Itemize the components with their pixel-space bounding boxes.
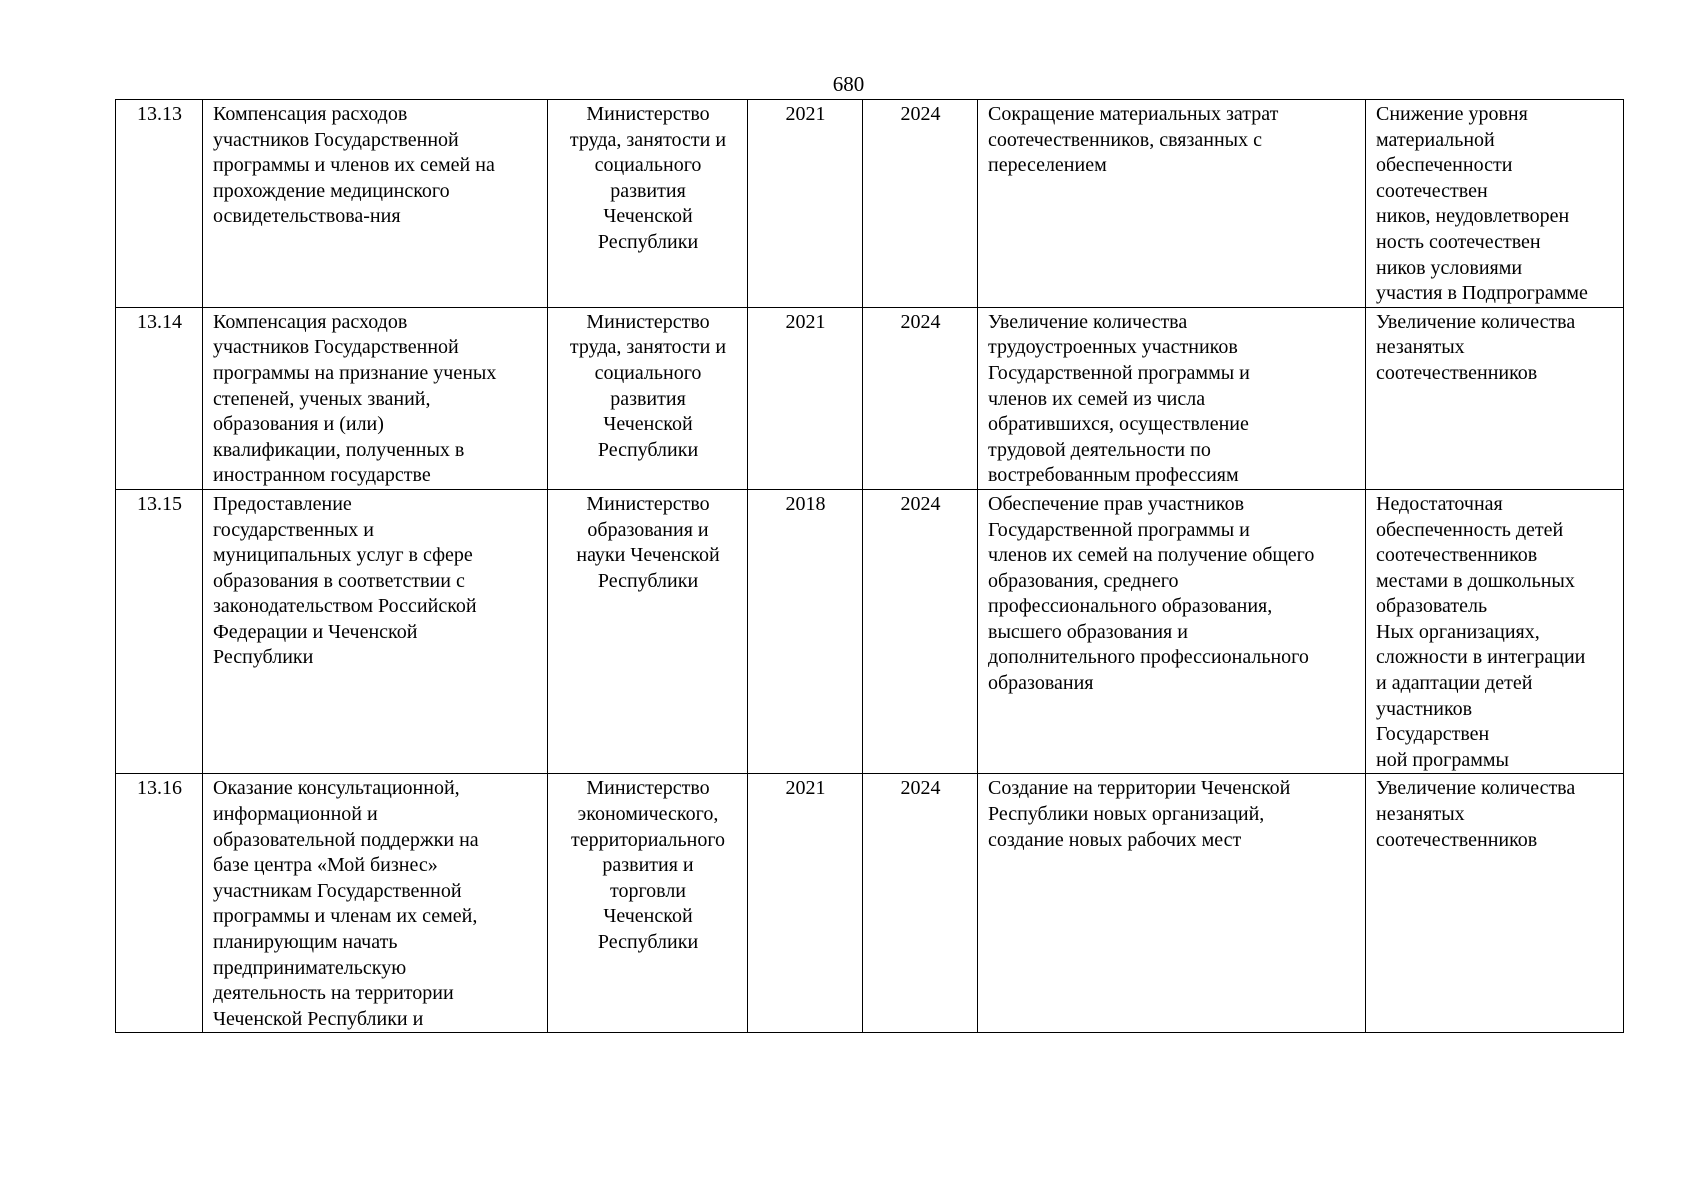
cell-expected-result: Создание на территории Чеченской Республики новых организаций, создание новых рабочих мест [978,774,1366,1033]
page-number: 680 [832,72,865,96]
cell-end-year: 2024 [863,774,978,1033]
cell-consequence: Увеличение количества незанятых соотечественников [1366,774,1624,1033]
cell-number: 13.14 [116,307,203,489]
table-row [116,100,1624,308]
cell-executor: Министерство труда, занятости и социального развития Чеченской Республики [548,307,748,489]
cell-start-year: 2021 [748,774,863,1033]
cell-executor: Министерство труда, занятости и социального развития Чеченской Республики [548,100,748,308]
cell-end-year: 2024 [863,100,978,308]
cell-executor: Министерство образования и науки Чеченской Республики [548,489,748,774]
cell-executor: Министерство экономического, территориального развития и торговли Чеченской Республики [548,774,748,1033]
cell-end-year: 2024 [863,307,978,489]
cell-expected-result: Обеспечение прав участников Государственной программы и членов их семей на получение общего образования, среднего профессионального образования, высшего образования и дополнительного профессионального образования [978,489,1366,774]
cell-end-year: 2024 [863,489,978,774]
cell-consequence: Снижение уровня материальной обеспеченности соотечествен ников, неудовлетворен ность соотечествен ников условиями участия в Подпрограмме [1366,100,1624,308]
cell-expected-result: Сокращение материальных затрат соотечественников, связанных с переселением [978,100,1366,308]
table-row [116,307,1624,489]
cell-measure-name: Оказание консультационной, информационной и образовательной поддержки на базе центра «Мой бизнес» участникам Государственной программы и членам их семей, планирующим начать предпринимательскую деятельность на территории Чеченской Республики и [203,774,548,1033]
cell-expected-result: Увеличение количества трудоустроенных участников Государственной программы и членов их семей из числа обратившихся, осуществление трудовой деятельности по востребованным профессиям [978,307,1366,489]
table-row [116,774,1624,1033]
cell-measure-name: Компенсация расходов участников Государственной программы на признание ученых степеней, ученых званий, образования и (или) квалификации, полученных в иностранном государстве [203,307,548,489]
cell-number: 13.13 [116,100,203,308]
cell-number: 13.15 [116,489,203,774]
cell-start-year: 2018 [748,489,863,774]
measures-table [115,99,1624,1033]
table-row [116,489,1624,774]
cell-measure-name: Компенсация расходов участников Государственной программы и членов их семей на прохождение медицинского освидетельствова-ния [203,100,548,308]
cell-number: 13.16 [116,774,203,1033]
cell-start-year: 2021 [748,100,863,308]
cell-consequence: Недостаточная обеспеченность детей соотечественников местами в дошкольных образователь Ных организациях, сложности в интеграции и адаптации детей участников Государствен ной программы [1366,489,1624,774]
cell-consequence: Увеличение количества незанятых соотечественников [1366,307,1624,489]
cell-start-year: 2021 [748,307,863,489]
cell-measure-name: Предоставление государственных и муниципальных услуг в сфере образования в соответствии с законодательством Российской Федерации и Чеченской Республики [203,489,548,774]
